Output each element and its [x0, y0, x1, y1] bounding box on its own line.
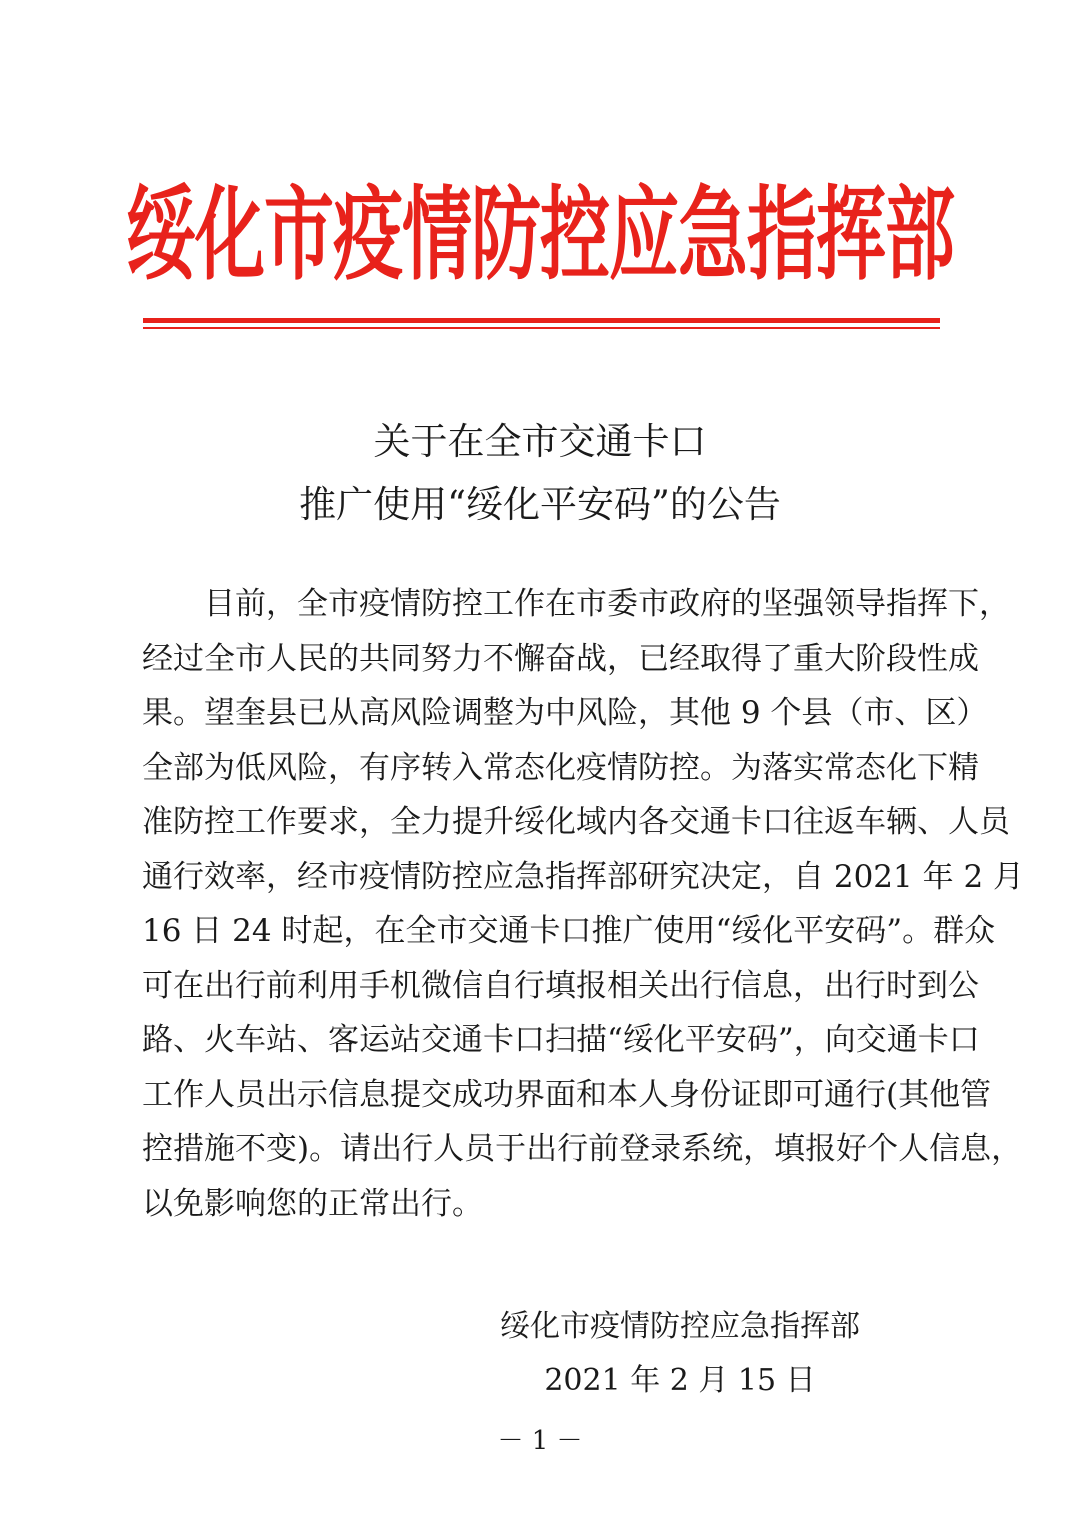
document-title — [140, 410, 940, 536]
signature-organization: 绥化市疫情防控应急指挥部 — [500, 1309, 860, 1344]
body-line: 果。望奎县已从高风险调整为中风险，其他 9 个县（市、区） — [142, 695, 988, 731]
document-body — [142, 577, 1025, 1231]
body-line: 16 日 24 时起，在全市交通卡口推广使用“绥化平安码”。群众 — [142, 913, 996, 949]
body-line: 可在出行前利用手机微信自行填报相关出行信息，出行时到公 — [142, 967, 979, 1004]
body-line: 以免影响您的正常出行。 — [142, 1185, 483, 1222]
masthead — [126, 165, 954, 305]
body-line: 通行效率，经市疫情防控应急指挥部研究决定，自 2021 年 2 月 — [142, 858, 1025, 895]
body-line: 经过全市人民的共同努力不懈奋战，已经取得了重大阶段性成 — [142, 640, 979, 677]
body-line: 路、火车站、客运站交通卡口扫描“绥化平安码”，向交通卡口 — [142, 1022, 980, 1058]
masthead-rule-thin — [143, 327, 940, 329]
page-number: － 1 － — [497, 1426, 583, 1456]
signature-date: 2021 年 2 月 15 日 — [544, 1363, 816, 1398]
title-line-2: 推广使用“绥化平安码”的公告 — [299, 483, 781, 526]
title-line-1: 关于在全市交通卡口 — [373, 420, 707, 463]
signature-block — [470, 1300, 890, 1408]
body-line: 准防控工作要求，全力提升绥化域内各交通卡口往返车辆、人员 — [142, 804, 1010, 840]
body-line: 全部为低风险，有序转入常态化疫情防控。为落实常态化下精 — [142, 749, 979, 786]
body-line: 工作人员出示信息提交成功界面和本人身份证即可通行(其他管 — [142, 1076, 992, 1113]
body-line: 控措施不变)。请出行人员于出行前登录系统，填报好个人信息， — [142, 1131, 1023, 1167]
issuer-title: 绥化市疫情防控应急指挥部 — [126, 175, 954, 295]
body-line: 目前，全市疫情防控工作在市委市政府的坚强领导指挥下， — [204, 586, 1010, 622]
masthead-rule-thick — [143, 318, 940, 323]
